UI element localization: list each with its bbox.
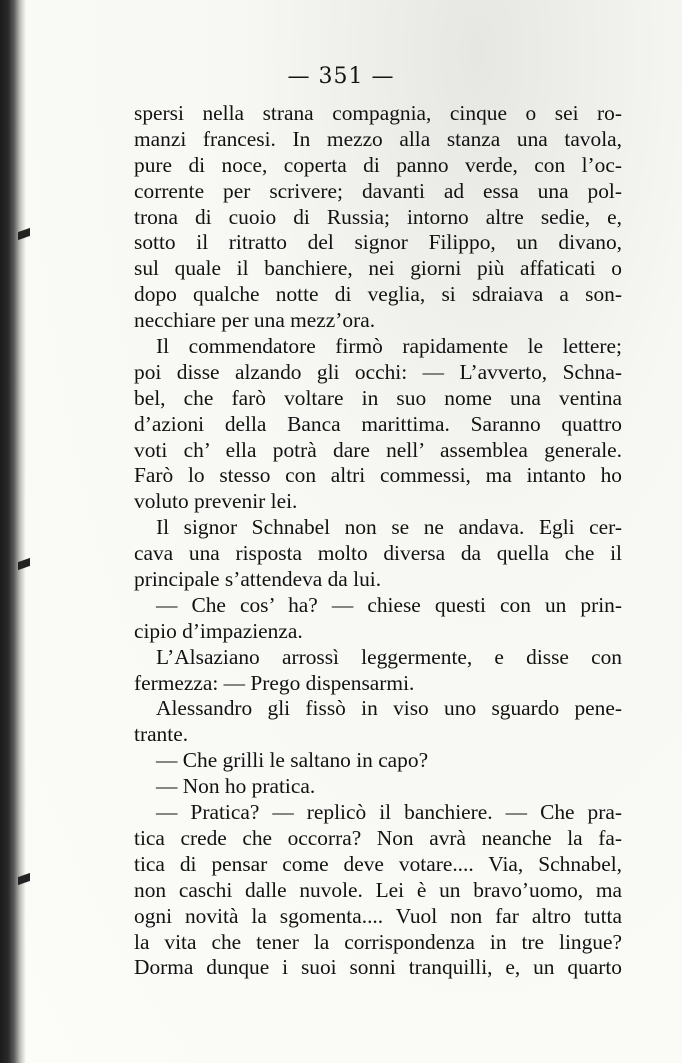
text-line: ogni novità la sgomenta.... Vuol non far altro tutta [134, 903, 622, 928]
book-spine-shadow [0, 0, 26, 1063]
text-line: cipio d’impazienza. [134, 618, 303, 643]
text-line: trante. [134, 722, 189, 747]
text-line: poi disse alzando gli occhi: — L’avverto, Schna- [134, 359, 622, 384]
body-text [134, 101, 622, 981]
text-line: Il commendatore firmò rapidamente le lettere; [156, 334, 622, 359]
text-line: sul quale il banchiere, nei giorni più affaticati o [134, 256, 622, 281]
page-number: — 351 — [287, 64, 395, 89]
text-line: Dorma dunque i suoi sonni tranquilli, e, un quarto [134, 955, 622, 980]
text-line: cava una risposta molto diversa da quella che il [134, 541, 622, 566]
text-line: voluto prevenir lei. [134, 489, 298, 514]
text-line: — Non ho pratica. [156, 774, 316, 799]
text-line: non caschi dalle nuvole. Lei è un bravo’uomo, ma [134, 877, 622, 902]
text-line: la vita che tener la corrispondenza in tre lingue? [134, 929, 622, 954]
text-line: manzi francesi. In mezzo alla stanza una tavola, [134, 126, 622, 151]
text-line: trona di cuoio di Russia; intorno altre sedie, e, [134, 204, 622, 229]
text-line: — Che cos’ ha? — chiese questi con un prin- [156, 592, 622, 617]
text-line: d’azioni della Banca marittima. Saranno quattro [134, 411, 622, 436]
text-line: principale s’attendeva da lui. [134, 567, 382, 592]
text-line: tica di pensar come deve votare.... Via, Schnabel, [134, 851, 622, 876]
text-line: pure di noce, coperta di panno verde, con l’oc- [134, 152, 622, 177]
text-line: sotto il ritratto del signor Filippo, un divano, [134, 230, 622, 255]
text-line: — Pratica? — replicò il banchiere. — Che pra- [156, 800, 622, 825]
text-line: necchiare per una mezz’ora. [134, 308, 376, 333]
text-line: corrente per scrivere; davanti ad essa una pol- [134, 178, 622, 203]
text-line: dopo qualche notte di veglia, si sdraiava a son- [134, 282, 622, 307]
text-line: spersi nella strana compagnia, cinque o sei ro- [134, 101, 622, 125]
text-line: — Che grilli le saltano in capo? [156, 748, 429, 773]
text-line: Il signor Schnabel non se ne andava. Egli cer- [156, 515, 622, 540]
text-line: Alessandro gli fissò in viso uno sguardo pene- [156, 696, 622, 721]
text-line: Farò lo stesso con altri commessi, ma intanto ho [134, 463, 622, 488]
text-line: voti ch’ ella potrà dare nell’ assemblea generale. [134, 437, 622, 462]
text-line: fermezza: — Prego dispensarmi. [134, 670, 415, 695]
text-line: L’Alsaziano arrossì leggermente, e disse con [156, 644, 622, 669]
text-line: tica crede che occorra? Non avrà neanche la fa- [134, 825, 622, 850]
text-line: bel, che farò voltare in suo nome una ventina [134, 385, 622, 410]
